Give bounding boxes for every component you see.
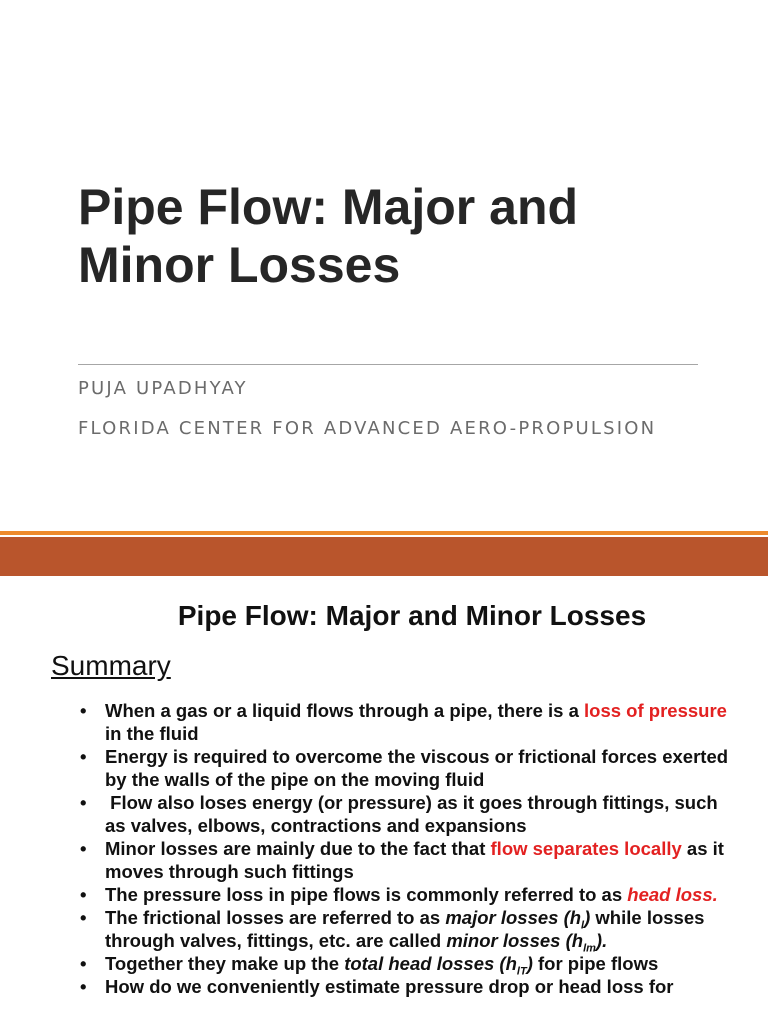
bullet-text: Flow also loses energy (or pressure) as it goes through fittings, such as valves, elbows, contractions and expansions — [105, 792, 723, 836]
bullet-text: How do we conveniently estimate pressure drop or head loss for — [105, 976, 674, 997]
subscript: lT — [516, 965, 527, 978]
summary-heading: Summary — [51, 650, 171, 681]
term-major-losses — [445, 907, 591, 932]
bullet-item — [80, 837, 740, 883]
term-close: ) — [526, 953, 533, 974]
bullet-text: while losses through valves, fittings, etc. are called — [105, 907, 705, 951]
title-line-1: Pipe Flow: Major and — [78, 179, 579, 235]
highlight-head-loss: head loss. — [627, 884, 718, 905]
bullet-text: as it moves through such fittings — [105, 838, 724, 882]
author-affiliation: FLORIDA CENTER FOR ADVANCED AERO-PROPULSION — [78, 418, 657, 439]
bullet-text: for pipe flows — [532, 953, 659, 974]
subscript: l — [581, 919, 585, 932]
bullet-item — [80, 791, 740, 837]
summary-slide — [0, 576, 768, 1024]
bullet-item — [80, 975, 740, 998]
highlight-flow-separates: flow separates locally — [490, 838, 682, 859]
bullet-item — [80, 906, 740, 955]
summary-bullet-list — [80, 699, 740, 998]
bullet-text: When a gas or a liquid flows through a pipe, there is a — [105, 700, 585, 721]
term-close: ) — [584, 907, 591, 928]
bullet-text: Together they make up the — [105, 953, 345, 974]
author-name: PUJA UPADHYAY — [78, 378, 248, 399]
presentation-title — [78, 178, 718, 294]
term-minor-losses — [446, 930, 608, 955]
bullet-item — [80, 952, 740, 978]
highlight-loss-of-pressure: loss of pressure — [584, 700, 727, 721]
bullet-text: Energy is required to overcome the viscous or frictional forces exerted by the walls of the pipe on the moving fluid — [105, 746, 729, 790]
term-text: minor losses (h — [446, 930, 584, 951]
subscript: lm — [583, 942, 596, 955]
bullet-text: The frictional losses are referred to as — [105, 907, 446, 928]
bullet-text: Minor losses are mainly due to the fact that — [105, 838, 491, 859]
accent-bar-rust — [0, 537, 768, 576]
bullet-text: in the fluid — [105, 723, 199, 744]
bullet-item — [80, 883, 740, 906]
term-text: major losses (h — [445, 907, 582, 928]
accent-bar-orange — [0, 531, 768, 535]
term-text: total head losses (h — [344, 953, 517, 974]
bullet-text: The pressure loss in pipe flows is commonly referred to as — [105, 884, 628, 905]
term-total-head-losses — [344, 953, 533, 978]
slide-title: Pipe Flow: Major and Minor Losses — [177, 600, 647, 631]
bullet-item — [80, 699, 740, 745]
title-divider — [78, 364, 698, 365]
bullet-item — [80, 745, 740, 791]
term-close: ). — [595, 930, 608, 951]
title-line-2: Minor Losses — [78, 237, 401, 293]
